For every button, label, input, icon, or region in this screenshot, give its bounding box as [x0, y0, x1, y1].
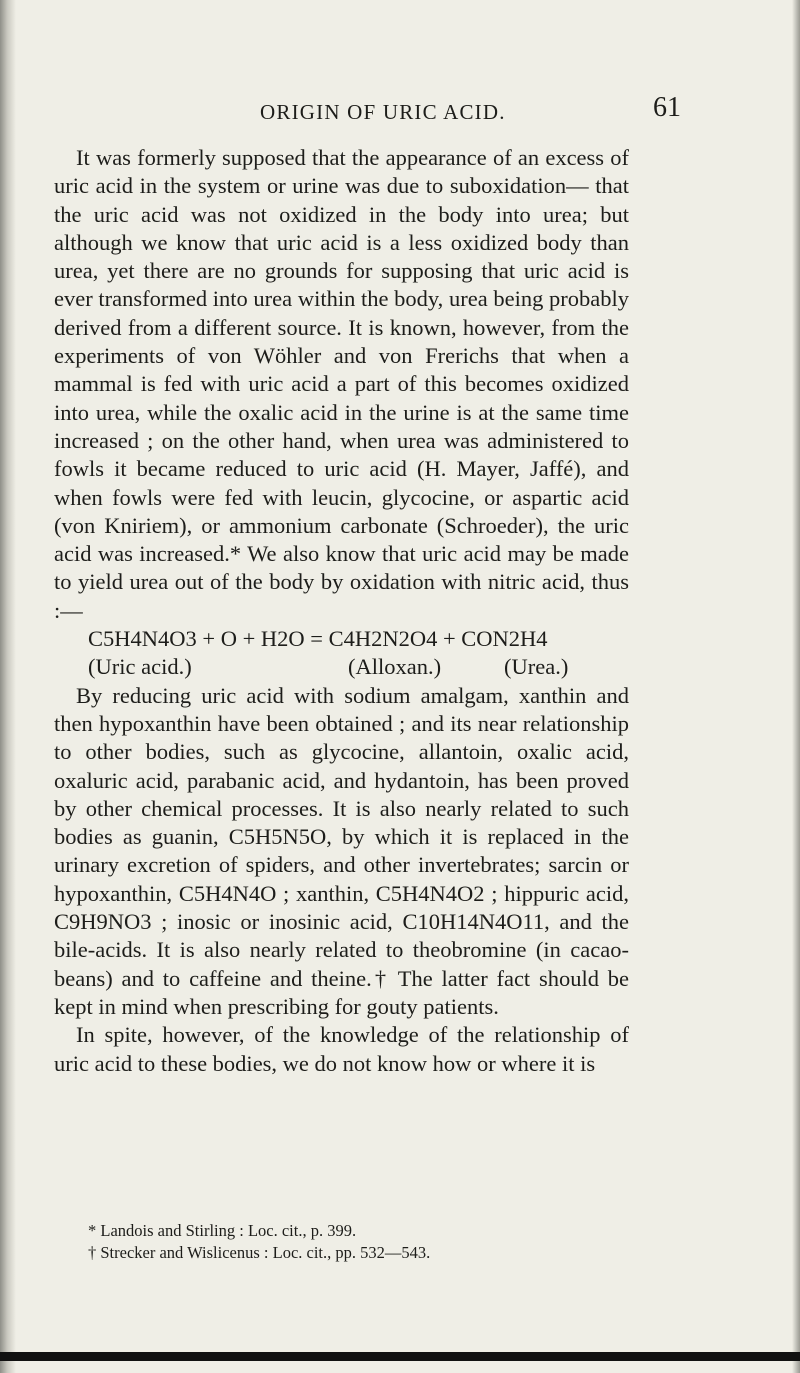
body-text	[54, 144, 629, 1078]
footnote-1: * Landois and Stirling : Loc. cit., p. 399.	[88, 1221, 357, 1240]
page-header	[0, 90, 800, 130]
page-number: 61	[653, 92, 681, 123]
paragraph-3: In spite, however, of the knowledge of the relationship of uric acid to these bodies, we do not know how or where it is	[54, 1022, 629, 1076]
label-urea: (Urea.)	[504, 654, 569, 680]
page-edge-right	[792, 0, 800, 1373]
label-alloxan: (Alloxan.)	[348, 654, 442, 680]
footnotes	[88, 1220, 648, 1264]
paragraph-1: It was formerly supposed that the appearance of an excess of uric acid in the system or urine was due to suboxidation— that the uric acid was not oxidized in the body into urea; but although we know that uric acid is a less oxidized body than urea, yet there are no grounds for supposing that uric acid is ever transformed into urea within the body, urea being probably derived from a different source. It is known, however, from the experiments of von Wöhler and von Frerichs that when a mammal is fed with uric acid a part of this becomes oxidized into urea, while the oxalic acid in the urine is at the same time increased ; on the other hand, when urea was administered to fowls it became reduced to uric acid (H. Mayer, Jaffé), and when fowls were fed with leucin, glycocine, or aspartic acid (von Kniriem), or ammonium carbonate (Schroeder), the uric acid was increased.* We also know that uric acid may be made to yield urea out of the body by oxidation with nitric acid, thus :—	[54, 145, 629, 623]
page-edge-left	[0, 0, 16, 1373]
chemical-equation: C5H4N4O3 + O + H2O = C4H2N2O4 + CON2H4	[88, 626, 548, 652]
equation-labels	[54, 653, 629, 681]
footnote-2: † Strecker and Wislicenus : Loc. cit., pp. 532—543.	[88, 1243, 431, 1262]
bottom-rule	[0, 1352, 800, 1361]
paragraph-2: By reducing uric acid with sodium amalgam, xanthin and then hypoxanthin have been obtained ; and its near relationship to other bodies, such as glycocine, allantoin, oxalic acid, oxaluric acid, parabanic acid, and hydantoin, has been proved by other chemical processes. It is also nearly related to such bodies as guanin, C5H5N5O, by which it is replaced in the urinary excretion of spiders, and other invertebrates; sarcin or hypoxanthin, C5H4N4O ; xanthin, C5H4N4O2 ; hippuric acid, C9H9NO3 ; inosic or inosinic acid, C10H14N4O11, and the bile-acids. It is also nearly related to theobromine (in cacao-beans) and to caffeine and theine.† The latter fact should be kept in mind when prescribing for gouty patients.	[54, 682, 629, 1019]
running-head: ORIGIN OF URIC ACID.	[260, 100, 506, 124]
label-uric-acid: (Uric acid.)	[88, 654, 192, 680]
